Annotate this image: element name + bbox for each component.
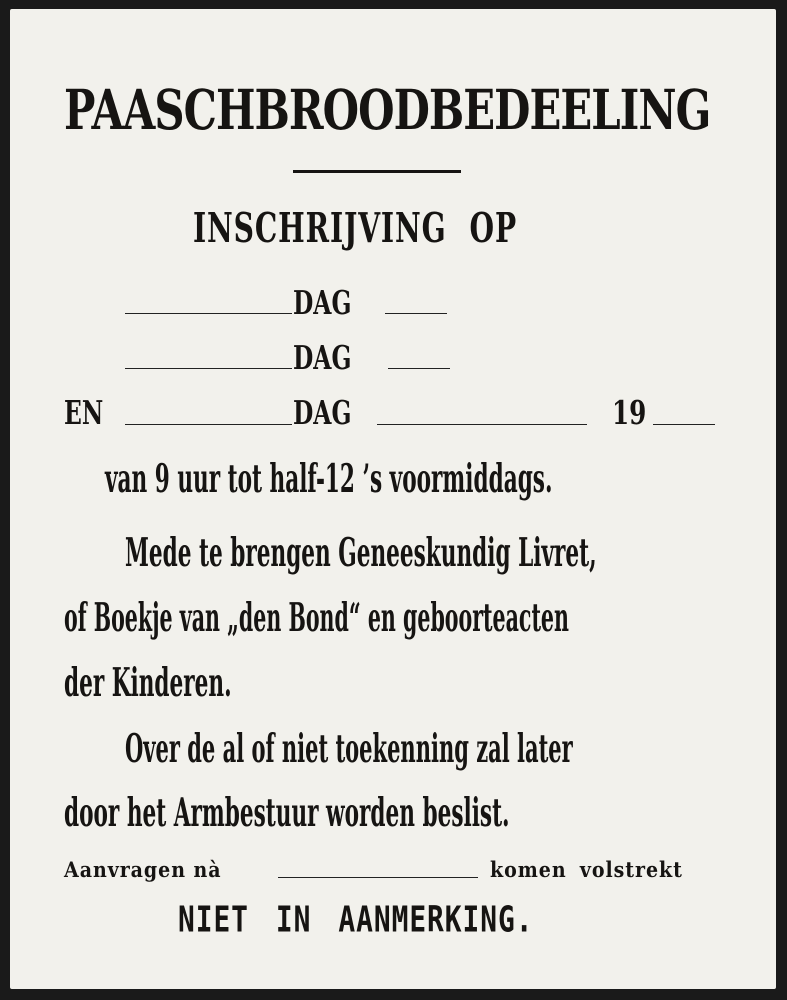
late-suffix: komen volstrekt [490, 857, 683, 883]
day-suffix-blank-2 [388, 368, 450, 369]
day-label-2: DAG [293, 340, 352, 378]
poster-title: PAASCHBROODBEDEELING [64, 79, 711, 143]
decision-line-2: door het Armbestuur worden beslist. [64, 791, 510, 837]
hours-text: van 9 uur tot half-12 ’s voormiddags. [105, 457, 553, 503]
late-date-blank [278, 877, 478, 878]
bring-line-3: der Kinderen. [64, 661, 232, 707]
day-label-3: DAG [293, 395, 352, 433]
poster-sheet [10, 9, 776, 989]
registration-heading: INSCHRIJVING OP [193, 203, 518, 253]
bring-line-1: Mede te brengen Geneeskundig Livret, [125, 531, 597, 577]
day-suffix-blank-1 [385, 313, 447, 314]
decision-line-1: Over de al of niet toekenning zal later [125, 727, 573, 773]
day-blank-1 [125, 313, 292, 314]
not-considered-text: NIET IN AANMERKING. [178, 899, 534, 941]
year-blank [653, 424, 715, 425]
title-divider [293, 170, 461, 173]
year-prefix: 19 [612, 395, 647, 433]
day-label-1: DAG [293, 285, 352, 323]
date-blank [377, 424, 587, 425]
day-blank-3 [125, 424, 292, 425]
late-prefix: Aanvragen nà [64, 857, 222, 883]
day-blank-2 [125, 368, 292, 369]
bring-line-2: of Boekje van „den Bond“ en geboorteacten [64, 596, 569, 642]
and-label: EN [64, 395, 104, 433]
